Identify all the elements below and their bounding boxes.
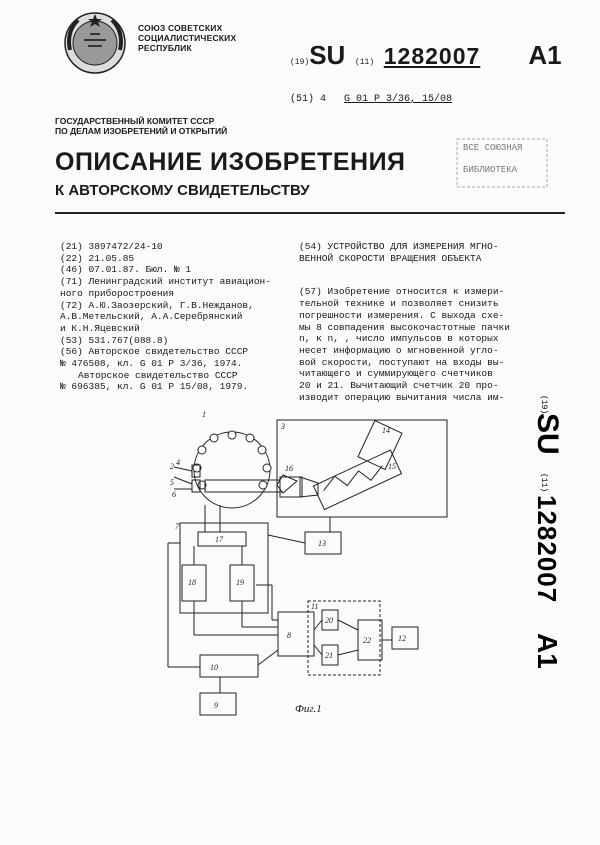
union-line: СОЦИАЛИСТИЧЕСКИХ	[138, 33, 237, 43]
country-code: SU	[309, 40, 346, 70]
publication-number	[290, 40, 562, 71]
biblio-line: (21) 3897472/24-10	[60, 241, 163, 252]
committee-line: ПО ДЕЛАМ ИЗОБРЕТЕНИЙ И ОТКРЫТИЙ	[55, 126, 228, 136]
label-18: 18	[188, 578, 196, 587]
abstract-line: погрешности измерения. С выхода схе-	[299, 309, 505, 321]
patent-number: 1282007	[383, 43, 481, 69]
figure-caption: Фиг.1	[295, 703, 322, 715]
side-kind: A1	[532, 633, 563, 669]
label-3: 3	[281, 422, 285, 431]
abstract-line: n, к n, , число импульсов в которых	[299, 333, 499, 345]
block-9	[200, 693, 236, 715]
label-17: 17	[215, 535, 223, 544]
biblio-line: (56) Авторское свидетельство СССР	[60, 346, 249, 358]
union-line: СОЮЗ СОВЕТСКИХ	[138, 23, 223, 33]
label-2: 2	[170, 462, 174, 471]
header-rule	[55, 212, 565, 214]
label-16: 16	[285, 464, 293, 473]
block-15	[313, 450, 401, 509]
union-name	[138, 23, 236, 53]
side-code-19: (19)	[539, 395, 548, 415]
stamp-line: БИБЛИОТЕКА	[463, 165, 518, 175]
biblio-line: (22) 21.05.85	[60, 252, 135, 264]
biblio-line: № 476508, кл. G 01 P 3/36, 1974.	[60, 358, 243, 370]
label-9: 9	[214, 701, 218, 710]
ipc-classification	[290, 94, 452, 105]
label-21: 21	[325, 651, 333, 660]
block-10	[200, 655, 258, 677]
rotating-disk	[194, 432, 270, 508]
biblio-line: (72) А.Ю.Заозерский, Г.В.Нежданов,	[60, 299, 254, 311]
biblio-line: и К.Н.Яцевский	[60, 322, 140, 334]
side-country: SU	[531, 413, 564, 455]
side-number: 1282007	[532, 495, 562, 604]
union-line: РЕСПУБЛИК	[138, 43, 192, 53]
biblio-line: (46) 07.01.87. Бюл. № 1	[60, 264, 192, 276]
invention-name-line: (54) УСТРОЙСТВО ДЛЯ ИЗМЕРЕНИЯ МГНО-	[299, 241, 499, 252]
label-10: 10	[210, 663, 218, 672]
abstract-line: 20 и 21. Вычитающий счетчик 20 про-	[299, 380, 499, 392]
kind-code: A1	[528, 40, 562, 70]
abstract-line: вой скорости, поступают на входы вы-	[299, 356, 505, 368]
label-20: 20	[325, 616, 333, 625]
ipc-code: G 01 P 3/36, 15/08	[344, 94, 453, 105]
block-8	[278, 612, 314, 656]
committee-name	[55, 116, 227, 136]
abstract-line: изводит операцию вычитания числа им-	[299, 391, 505, 403]
biblio-line: (71) Ленинградский институт авиацион-	[60, 276, 271, 288]
committee-line: ГОСУДАРСТВЕННЫЙ КОМИТЕТ СССР	[55, 116, 215, 126]
label-1: 1	[202, 410, 206, 419]
label-7: 7	[175, 522, 179, 531]
code-11: (11)	[354, 58, 375, 67]
bibliographic-data	[60, 241, 282, 393]
ussr-emblem	[62, 10, 128, 76]
label-19: 19	[236, 578, 244, 587]
biblio-line: (53) 531.767(088.8)	[60, 334, 169, 346]
stamp-line: ВСЕ СОЮЗНАЯ	[463, 143, 523, 153]
biblio-line: А.В.Метельский, А.А.Серебрянский	[60, 311, 243, 323]
code-51: (51) 4	[290, 94, 327, 105]
label-13: 13	[318, 539, 326, 548]
document-subtitle: К АВТОРСКОМУ СВИДЕТЕЛЬСТВУ	[55, 182, 310, 199]
block-3	[277, 420, 447, 517]
block-7	[180, 523, 268, 613]
abstract-line: мы 8 совпадения высокочастотные пачки	[299, 321, 510, 333]
biblio-line: ного приборостроения	[60, 287, 175, 299]
document-title: ОПИСАНИЕ ИЗОБРЕТЕНИЯ	[55, 148, 406, 176]
label-8: 8	[287, 631, 291, 640]
abstract-line: читающего и суммирующего счетчиков	[299, 368, 493, 380]
biblio-line: Авторское свидетельство СССР	[78, 369, 238, 381]
code-19: (19)	[290, 58, 310, 67]
label-5: 5	[170, 478, 174, 487]
abstract-line: тельной технике и позволяет снизить	[299, 298, 499, 310]
side-code-11: (11)	[539, 473, 548, 493]
label-15: 15	[388, 462, 396, 471]
abstract-line: (57) Изобретение относится к измери-	[299, 286, 505, 298]
invention-summary	[299, 241, 525, 403]
side-patent-number	[528, 395, 574, 685]
biblio-line: № 696385, кл. G 01 P 15/08, 1979.	[60, 381, 249, 393]
label-4: 4	[176, 458, 180, 467]
library-stamp	[455, 135, 555, 197]
block-diagram	[160, 405, 525, 720]
label-11: 11	[311, 602, 319, 611]
label-12: 12	[398, 634, 406, 643]
invention-name-line: ВЕННОЙ СКОРОСТИ ВРАЩЕНИЯ ОБЪЕКТА	[299, 252, 482, 264]
label-6: 6	[172, 490, 176, 499]
label-22: 22	[363, 636, 371, 645]
label-14: 14	[382, 426, 390, 435]
abstract-line: несет информацию о мгновенной угло-	[299, 344, 499, 356]
